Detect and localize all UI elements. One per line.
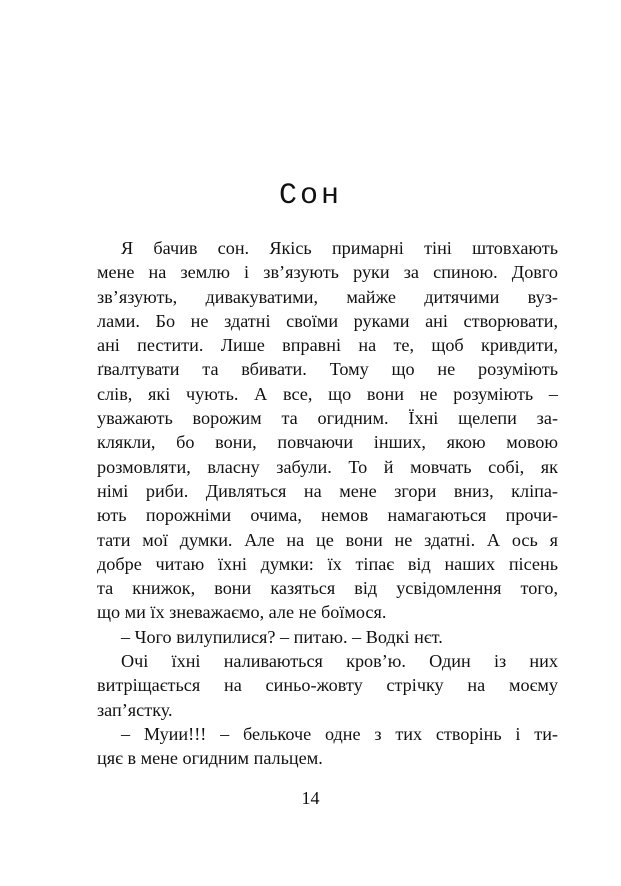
text-line: розмовляти, власну забули. То й мовчать собі, як <box>97 456 558 477</box>
text-line: зв’язують, дивакуватими, майже дитячими вуз- <box>97 286 558 307</box>
text-line: витріщається на синьо-жовту стрічку на моєму <box>97 675 558 696</box>
text-line: ють порожніми очима, немов намагаються прочи- <box>97 505 558 526</box>
text-line: лами. Бо не здатні своїми руками ані створювати, <box>97 310 558 331</box>
text-line: Я бачив сон. Якісь примарні тіні штовхають <box>121 238 558 258</box>
chapter-title: Сон <box>278 179 342 213</box>
text-line: ані пестити. Лише вправні на те, щоб кривдити, <box>97 335 558 356</box>
text-line: що ми їх зневажаємо, але не боїмося. <box>97 602 387 623</box>
text-line: уважають ворожим та огидним. Їхні щелепи за- <box>97 408 558 429</box>
page-number: 14 <box>301 788 320 808</box>
text-line: – Чого вилупилися? – питаю. – Водкі нєт. <box>121 626 443 647</box>
text-line: німі риби. Дивляться на мене згори вниз, кліпа- <box>97 480 558 501</box>
text-line: зап’ястку. <box>97 699 173 720</box>
chapter-text <box>97 236 558 771</box>
text-line: тати мої думки. Але на це вони не здатні. А ось я <box>97 529 558 550</box>
text-line: цяє в мене огидним пальцем. <box>97 748 323 769</box>
text-line: ґвалтувати та вбивати. Тому що не розуміють <box>97 359 558 380</box>
text-line: Очі їхні наливаються кров’ю. Один із них <box>121 651 558 672</box>
text-line: мене на землю і зв’язують руки за спиною. Довго <box>97 262 558 283</box>
text-line: – Муии!!! – белькоче одне з тих створінь і ти- <box>121 723 558 744</box>
text-line: слів, які чують. А все, що вони не розуміють – <box>97 383 558 404</box>
text-line: добре читаю їхні думки: їх тіпає від наших пісень <box>97 553 558 574</box>
text-line: та книжок, вони казяться від усвідомлення того, <box>97 578 558 599</box>
text-line: клякли, бо вони, повчаючи інших, якою мовою <box>97 432 558 453</box>
